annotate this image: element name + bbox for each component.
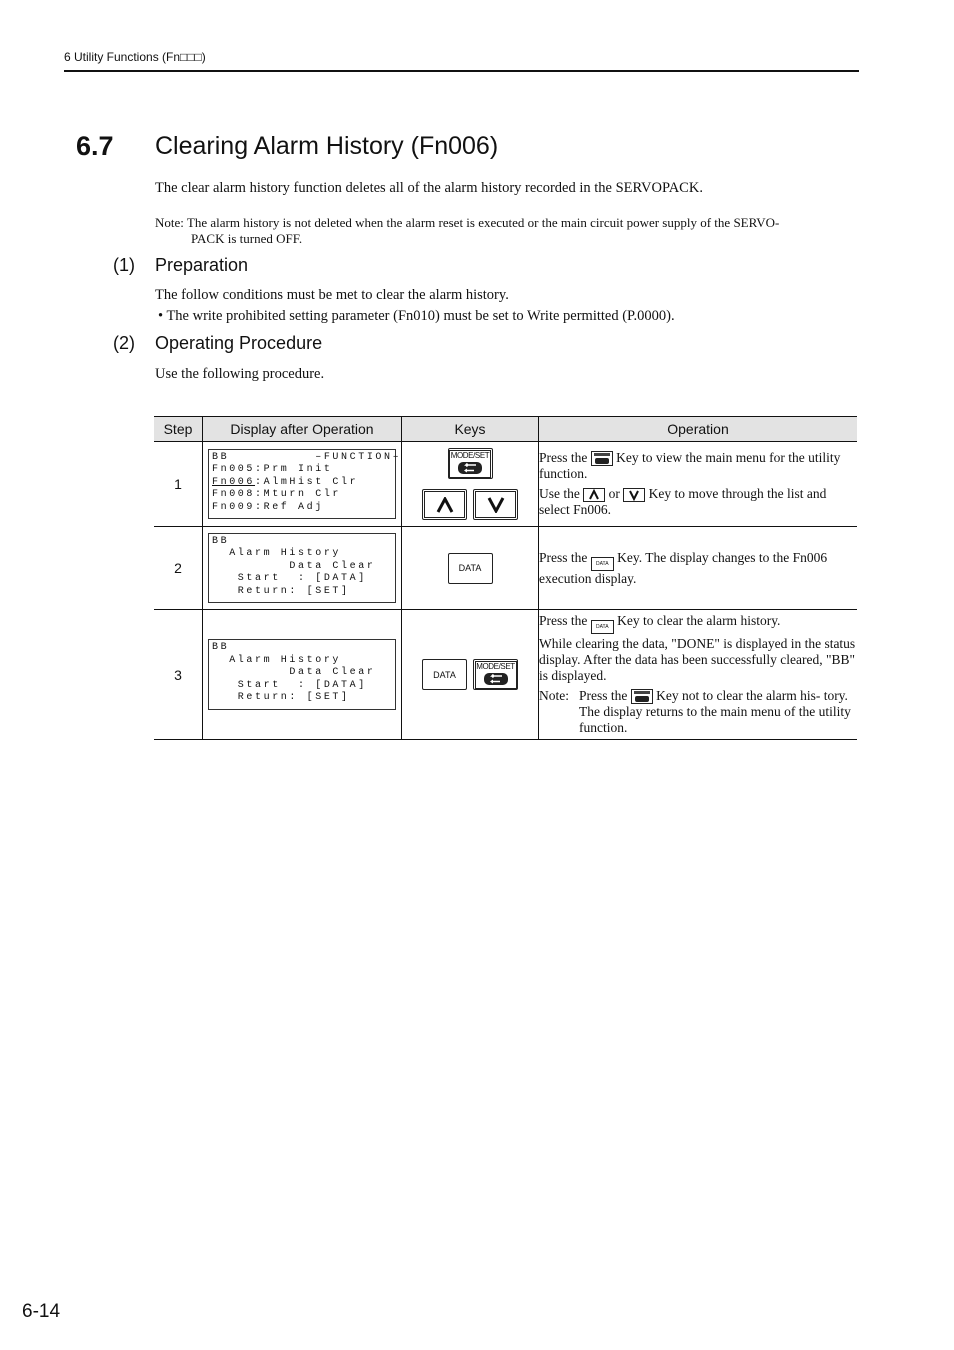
op-text: Press the <box>579 688 628 703</box>
section-title: Clearing Alarm History (Fn006) <box>155 132 499 160</box>
note-label: Note: <box>539 688 569 703</box>
display-cell <box>203 442 402 527</box>
step-number: 1 <box>154 442 203 527</box>
procedure-number: (2) <box>113 333 135 353</box>
preparation-text: The follow conditions must be met to clear the alarm history. <box>155 287 509 303</box>
operation-text <box>539 450 857 482</box>
step-number: 2 <box>154 527 203 610</box>
operation-cell <box>539 527 858 610</box>
lcd-line: Fn008:Mturn Clr <box>212 489 342 501</box>
operation-text <box>539 486 857 518</box>
data-key-icon: DATA <box>591 620 614 634</box>
table-row <box>154 442 857 527</box>
header-operation: Operation <box>539 417 858 442</box>
lcd-line <box>212 477 392 490</box>
table-row <box>154 610 857 740</box>
preparation-number: (1) <box>113 255 135 275</box>
op-text: Key to view the main menu for the utility function. <box>539 450 841 481</box>
up-key[interactable] <box>422 489 467 520</box>
header-rule <box>64 70 859 72</box>
up-arrow-icon <box>436 497 454 513</box>
table-header-row <box>154 417 857 442</box>
procedure-text: Use the following procedure. <box>155 366 325 382</box>
operation-note <box>539 688 857 736</box>
section-intro: The clear alarm history function deletes all of the alarm history recorded in the SERVOPACK. <box>155 180 703 196</box>
lcd-line: Start : [DATA] <box>212 573 367 585</box>
keys-cell <box>402 442 539 527</box>
preparation-bullet: • The write prohibited setting parameter (Fn010) must be set to Write permitted (P.0000). <box>158 308 675 324</box>
return-arrow-icon <box>483 672 509 686</box>
down-key[interactable] <box>473 489 518 520</box>
op-text: Key. The display changes to the Fn006 execution display. <box>539 549 828 586</box>
page-number: 6-14 <box>22 1301 61 1322</box>
running-header: 6 Utility Functions (Fn□□□) <box>64 50 206 64</box>
op-text: Key not to clear the alarm his- tory. The display returns to the main menu of the utility function. <box>579 688 851 735</box>
display-cell <box>203 610 402 740</box>
preparation-heading <box>113 255 248 276</box>
lcd-display <box>208 639 396 710</box>
lcd-line: Return: [SET] <box>212 692 350 704</box>
lcd-line: Return: [SET] <box>212 585 350 597</box>
data-key[interactable] <box>422 659 467 690</box>
header-keys: Keys <box>402 417 539 442</box>
header-display: Display after Operation <box>203 417 402 442</box>
up-key-icon <box>583 488 605 502</box>
return-arrow-icon <box>457 461 483 475</box>
op-text: Use the <box>539 486 580 501</box>
table-row <box>154 527 857 610</box>
op-text: Key to clear the alarm history. <box>617 613 781 628</box>
op-text: Press the <box>539 549 588 565</box>
procedure-heading <box>113 333 322 354</box>
mode-set-key[interactable] <box>448 448 493 479</box>
mode-set-key-label: MODE/SET <box>476 662 515 671</box>
header-step: Step <box>154 417 203 442</box>
keys-cell <box>402 527 539 610</box>
data-key-label: DATA <box>433 669 456 680</box>
data-key-icon: DATA <box>591 557 614 571</box>
lcd-line: BB –FUNCTION– <box>212 451 402 463</box>
op-text: Press the <box>539 450 588 465</box>
data-key[interactable] <box>448 553 493 584</box>
procedure-table <box>154 416 857 740</box>
op-text: or <box>608 486 620 501</box>
mode-set-key[interactable] <box>473 659 518 690</box>
lcd-text: :AlmHist Clr <box>255 476 359 488</box>
procedure-title: Operating Procedure <box>155 333 323 353</box>
data-key-label: DATA <box>458 563 482 573</box>
operation-cell <box>539 442 858 527</box>
mode-set-key-icon <box>591 451 613 466</box>
operation-cell <box>539 610 858 740</box>
lcd-line: Alarm History <box>212 548 342 560</box>
lcd-line: BB <box>212 535 230 547</box>
lcd-line: Start : [DATA] <box>212 679 367 691</box>
lcd-line: Alarm History <box>212 654 342 666</box>
op-text: Press the <box>539 613 588 628</box>
keys-cell <box>402 610 539 740</box>
lcd-display <box>208 533 396 604</box>
down-arrow-icon <box>487 497 505 513</box>
preparation-title: Preparation <box>155 255 249 275</box>
operation-text <box>539 613 857 634</box>
lcd-line: Fn005:Prm Init <box>212 464 333 476</box>
operation-text <box>539 550 857 587</box>
lcd-line: BB <box>212 642 230 654</box>
lcd-line: Data Clear <box>212 667 376 679</box>
section-number: 6.7 <box>76 131 114 161</box>
note-text <box>579 688 857 736</box>
lcd-line: Data Clear <box>212 560 376 572</box>
op-text: Key to move through the list and select Fn006. <box>539 486 827 517</box>
operation-text: While clearing the data, "DONE" is displayed in the status display. After the data has been successfully cleared, "BB" is displayed. <box>539 636 856 683</box>
lcd-cursor: Fn006 <box>212 476 256 488</box>
step-number: 3 <box>154 610 203 740</box>
note-line-2: PACK is turned OFF. <box>191 231 303 246</box>
note-line-1: Note: The alarm history is not deleted when the alarm reset is executed or the main circuit power supply of the SERVO- <box>155 215 780 230</box>
mode-set-key-icon <box>631 689 653 704</box>
section-note <box>155 215 855 247</box>
display-cell <box>203 527 402 610</box>
down-key-icon <box>623 488 645 502</box>
mode-set-key-label: MODE/SET <box>450 451 490 460</box>
lcd-display <box>208 449 402 520</box>
lcd-line: Fn009:Ref Adj <box>212 501 324 513</box>
